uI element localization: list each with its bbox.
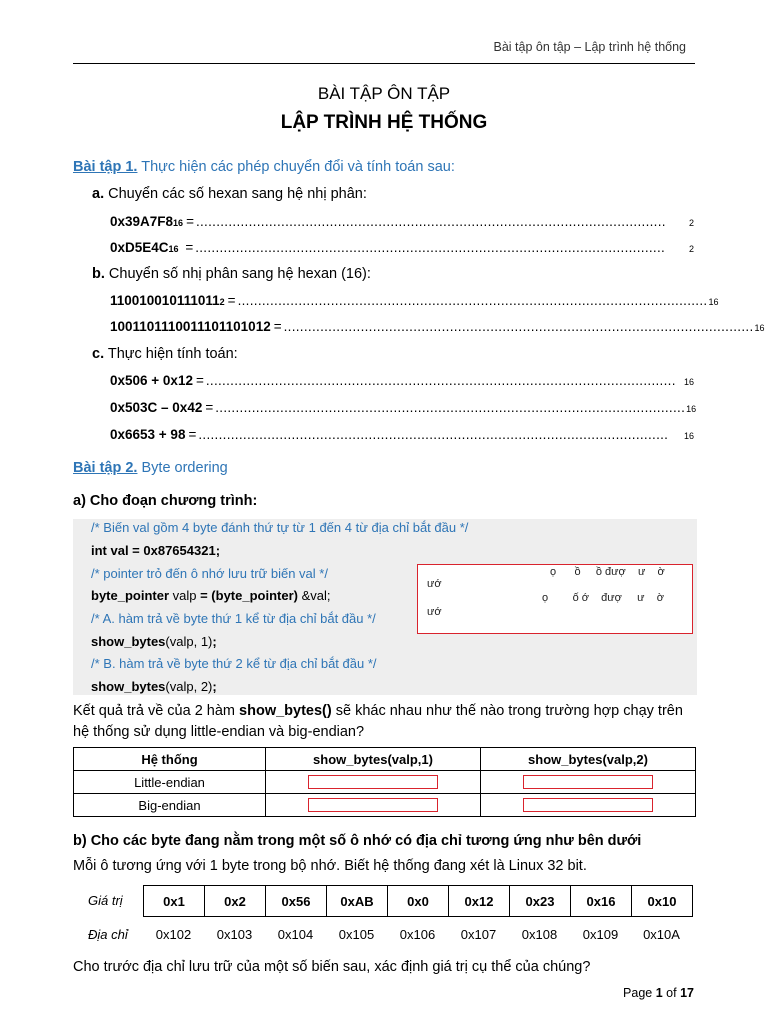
answer-blank[interactable]: .................................................................................................................... <box>195 240 666 255</box>
answer-blank[interactable]: .................................................................................................................... <box>283 319 754 334</box>
code-comment: /* pointer trỏ đến ô nhớ lưu trữ biến val */ <box>91 566 328 581</box>
equals-sign: = <box>188 427 197 442</box>
table-row <box>74 794 696 817</box>
memory-address: 0x109 <box>582 927 619 942</box>
expression-base: 16 <box>168 244 179 254</box>
equals-sign: = <box>227 293 236 308</box>
part-2b-text: Mỗi ô tương ứng với 1 byte trong bộ nhớ. Biết hệ thống đang xét là Linux 32 bit. <box>73 858 587 874</box>
part-c-text: Thực hiện tính toán: <box>107 346 238 362</box>
closing-question: Cho trước địa chỉ lưu trữ của một số biến sau, xác định giá trị cụ thể của chúng? <box>73 959 591 975</box>
column-header: show_bytes(valp,1) <box>266 748 481 771</box>
memory-value-cell: 0x2 <box>205 886 266 917</box>
row-label: Little-endian <box>74 771 266 794</box>
code-comment: /* Biến val gồm 4 byte đánh thứ tự từ 1 đến 4 từ địa chỉ bắt đầu */ <box>91 520 469 535</box>
question-paragraph <box>73 701 698 743</box>
running-header: Bài tập ôn tập – Lập trình hệ thống <box>493 40 686 54</box>
expression: 0x503C – 0x42 <box>110 400 203 415</box>
answer-cell[interactable] <box>481 771 696 794</box>
equals-sign: = <box>195 373 204 388</box>
memory-value-cell: 0x10 <box>632 886 693 917</box>
part-a-letter: a. <box>92 186 105 202</box>
code-terminator: ; <box>212 634 217 649</box>
table-row <box>74 771 696 794</box>
address-row-label: Địa chỉ <box>88 927 128 942</box>
exercise-1-label: Bài tập 1. <box>73 159 138 175</box>
row-label: Big-endian <box>74 794 266 817</box>
answer-blank[interactable]: .................................................................................................................... <box>237 293 708 308</box>
memory-value-cell: 0x56 <box>266 886 327 917</box>
memory-value-cell: 0x23 <box>510 886 571 917</box>
memory-address: 0x106 <box>399 927 436 942</box>
part-b-letter: b. <box>92 266 105 282</box>
value-row-label: Giá trị <box>88 893 123 908</box>
code-line <box>91 543 220 558</box>
code-function: show_bytes <box>91 679 166 694</box>
memory-value-cell: 0x12 <box>449 886 510 917</box>
answer-base: 2 <box>688 218 694 228</box>
exercise-1-heading <box>73 159 455 175</box>
part-c-heading <box>92 346 238 362</box>
memory-value-row <box>144 886 693 917</box>
exercise-line <box>110 214 694 229</box>
exercise-line <box>110 427 694 442</box>
table-header-row <box>74 748 696 771</box>
total-pages: 17 <box>680 986 694 1000</box>
exercise-line <box>110 319 765 334</box>
question-text: Kết quả trả về của 2 hàm <box>73 703 240 719</box>
question-text: sẽ khác nhau như thế nào trong trường hợp chạy trên hệ thống sử dụng little-endian và big-endian? <box>73 703 683 740</box>
page-number <box>623 986 694 1000</box>
answer-blank[interactable]: .................................................................................................................... <box>195 214 666 229</box>
code-line <box>91 588 330 603</box>
overlay-text: ướ <box>427 578 442 590</box>
answer-blank[interactable]: .................................................................................................................... <box>215 400 686 415</box>
part-b-text: Chuyển số nhị phân sang hệ hexan (16): <box>108 266 371 282</box>
expression: 0x39A7F8 <box>110 214 174 229</box>
memory-address: 0x102 <box>155 927 192 942</box>
part-2a-heading: a) Cho đoạn chương trình: <box>73 493 258 509</box>
answer-box[interactable] <box>523 798 653 812</box>
exercise-1-text: Thực hiện các phép chuyển đổi và tính toán sau: <box>141 159 455 175</box>
answer-base: 16 <box>708 297 719 307</box>
part-2b-heading: b) Cho các byte đang nằm trong một số ô nhớ có địa chỉ tương ứng như bên dưới <box>73 833 642 849</box>
expression: 0x506 + 0x12 <box>110 373 193 388</box>
equals-sign: = <box>181 240 194 255</box>
answer-box[interactable] <box>308 775 438 789</box>
answer-base: 16 <box>686 404 697 414</box>
exercise-line <box>110 400 697 415</box>
memory-address: 0x107 <box>460 927 497 942</box>
memory-address: 0x104 <box>277 927 314 942</box>
overlay-text: ướ <box>427 606 442 618</box>
exercise-2-label: Bài tập 2. <box>73 460 138 476</box>
column-header: show_bytes(valp,2) <box>481 748 696 771</box>
overlay-text: ọ ồ ồ đượ ư ờ <box>550 566 665 578</box>
document-title-line1: BÀI TẬP ÔN TẬP <box>317 84 451 103</box>
memory-value-cell: 0xAB <box>327 886 388 917</box>
code-keyword: int <box>91 543 107 558</box>
of-word: of <box>666 986 677 1000</box>
memory-value-cell: 0x0 <box>388 886 449 917</box>
memory-values-table <box>143 885 693 917</box>
code-text: &val; <box>297 588 331 603</box>
exercise-line <box>110 293 719 308</box>
code-text: val = 0x87654321; <box>106 543 221 558</box>
part-b-heading <box>92 266 371 282</box>
expression: 0xD5E4C <box>110 240 169 255</box>
answer-cell[interactable] <box>481 794 696 817</box>
memory-address: 0x108 <box>521 927 558 942</box>
answer-base: 16 <box>754 323 765 333</box>
current-page: 1 <box>655 986 663 1000</box>
memory-value-cell: 0x16 <box>571 886 632 917</box>
answer-blank[interactable]: .................................................................................................................... <box>205 373 676 388</box>
answer-base: 16 <box>683 377 694 387</box>
exercise-line <box>110 373 694 388</box>
code-function: show_bytes <box>91 634 166 649</box>
memory-address: 0x103 <box>216 927 253 942</box>
answer-base: 16 <box>683 431 694 441</box>
exercise-2-heading <box>73 460 228 476</box>
answer-cell[interactable] <box>266 794 481 817</box>
code-args: (valp, 1) <box>165 634 213 649</box>
part-c-letter: c. <box>92 346 105 362</box>
code-comment: /* B. hàm trả về byte thứ 2 kể từ địa chỉ bắt đầu */ <box>91 656 377 671</box>
code-args: (valp, 2) <box>165 679 213 694</box>
overlay-text: ọ ố ớ đượ ư ờ <box>542 592 664 604</box>
code-text: valp <box>169 588 201 603</box>
exercise-line <box>110 240 694 255</box>
equals-sign: = <box>273 319 282 334</box>
part-a-heading <box>92 186 367 202</box>
answer-blank[interactable]: .................................................................................................................... <box>198 427 669 442</box>
memory-value-cell: 0x1 <box>144 886 205 917</box>
expression-base: 16 <box>173 218 184 228</box>
answer-cell[interactable] <box>266 771 481 794</box>
endian-table <box>73 747 696 817</box>
memory-address: 0x10A <box>643 927 680 942</box>
code-comment: /* A. hàm trả về byte thứ 1 kể từ địa chỉ bắt đầu */ <box>91 611 376 626</box>
expression: 110010010111011 <box>110 293 220 308</box>
exercise-2-text: Byte ordering <box>141 460 228 476</box>
expression: 0x6653 + 98 <box>110 427 186 442</box>
document-title-line2: LẬP TRÌNH HỆ THỐNG <box>280 112 488 133</box>
expression-base: 2 <box>219 297 225 307</box>
answer-base: 2 <box>688 244 694 254</box>
memory-address: 0x105 <box>338 927 375 942</box>
column-header: Hệ thống <box>74 748 266 771</box>
page-word: Page <box>623 986 653 1000</box>
part-a-text: Chuyển các số hexan sang hệ nhị phân: <box>108 186 367 202</box>
header-rule <box>73 63 695 64</box>
equals-sign: = <box>186 214 194 229</box>
answer-box[interactable] <box>523 775 653 789</box>
code-line <box>91 679 217 694</box>
code-terminator: ; <box>212 679 217 694</box>
code-type: byte_pointer <box>91 588 170 603</box>
function-name: show_bytes() <box>239 703 332 719</box>
expression: 1001101110011101101012 <box>110 319 271 334</box>
equals-sign: = <box>205 400 214 415</box>
code-cast: = (byte_pointer) <box>200 588 298 603</box>
code-line <box>91 634 217 649</box>
answer-box[interactable] <box>308 798 438 812</box>
